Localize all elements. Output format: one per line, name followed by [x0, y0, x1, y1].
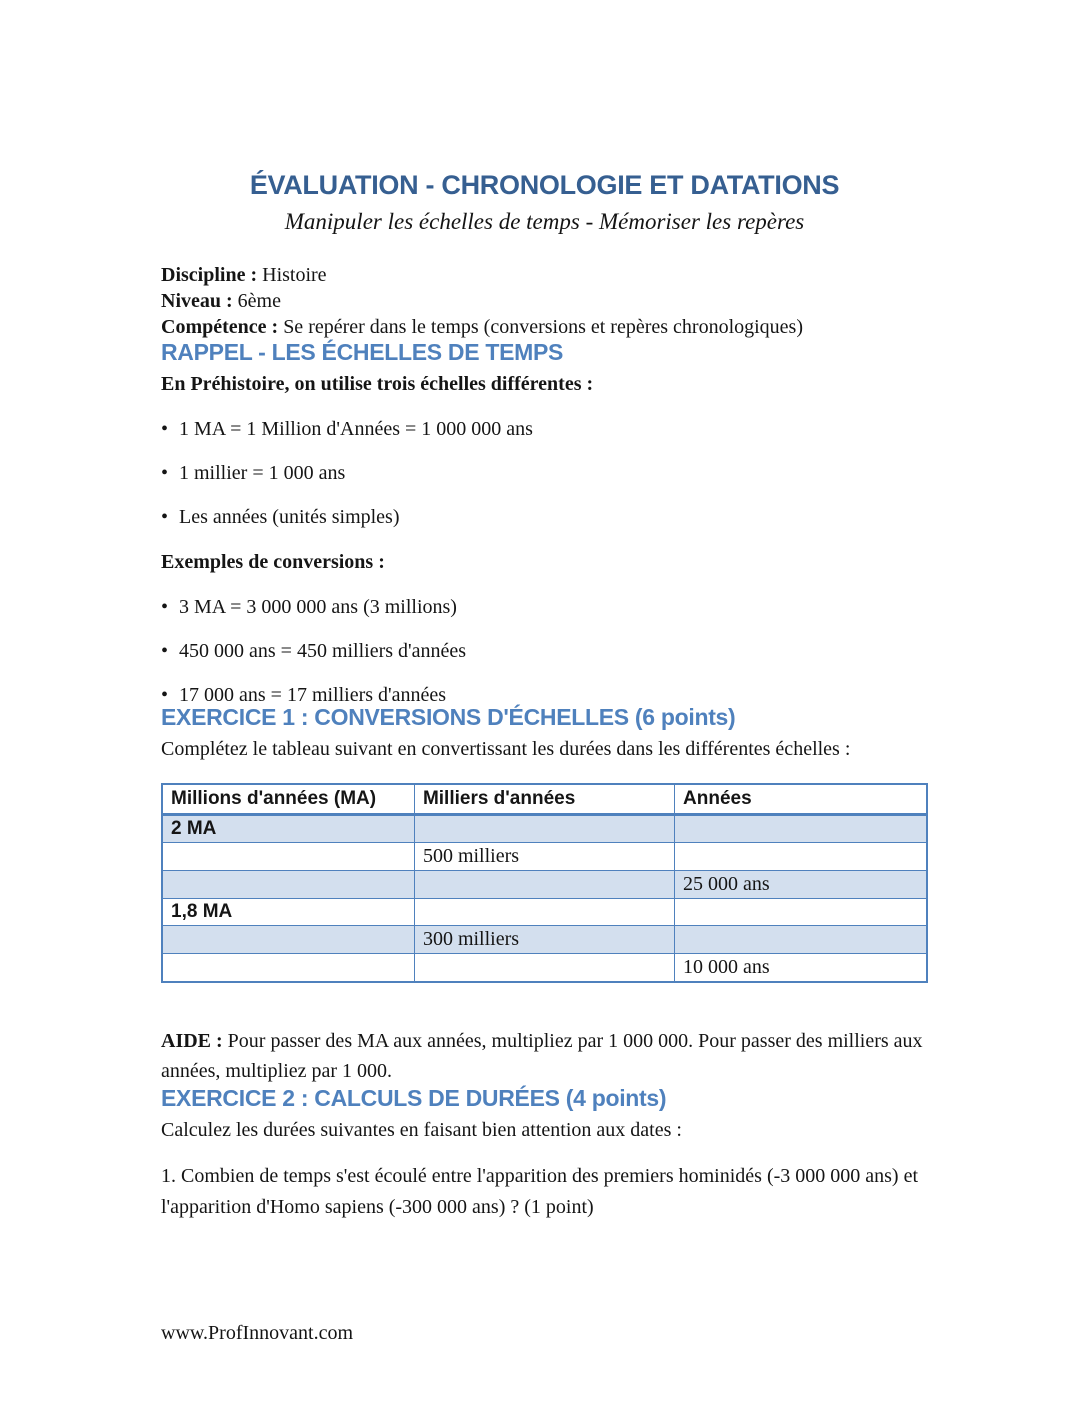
- table-cell: 25 000 ans: [675, 871, 927, 899]
- table-cell: [162, 843, 414, 871]
- table-header-row: [162, 784, 927, 815]
- bullet-item: [161, 685, 928, 705]
- table-cell: 500 milliers: [414, 843, 674, 871]
- table-cell: [414, 954, 674, 983]
- examples-list: [161, 597, 928, 705]
- aide-label: AIDE :: [161, 1030, 223, 1052]
- table-cell: 300 milliers: [414, 926, 674, 954]
- bullet-marker: •: [161, 684, 169, 706]
- aide-paragraph: [161, 1026, 928, 1086]
- bullet-item: [161, 597, 928, 617]
- table-header-cell: Milliers d'années: [414, 784, 674, 815]
- table-header-cell: Années: [675, 784, 927, 815]
- bullet-text: 17 000 ans = 17 milliers d'années: [179, 684, 447, 706]
- examples-heading: Exemples de conversions :: [161, 551, 385, 573]
- table-cell: [675, 815, 927, 843]
- meta-block: [161, 262, 928, 340]
- table-row: [162, 843, 927, 871]
- section-heading-exercice2: EXERCICE 2 : CALCULS DE DURÉES (4 points): [161, 1085, 667, 1111]
- footer-url: www.ProfInnovant.com: [161, 1322, 354, 1344]
- bullet-item: [161, 507, 928, 527]
- section-heading-rappel: RAPPEL - LES ÉCHELLES DE TEMPS: [161, 339, 564, 365]
- table-cell: [162, 871, 414, 899]
- table-cell: [414, 899, 674, 926]
- bullet-marker: •: [161, 418, 169, 440]
- table-row: [162, 954, 927, 983]
- meta-line-1: [161, 288, 928, 314]
- conversion-table-body: [162, 815, 927, 983]
- exercice2-instruction: Calculez les durées suivantes en faisant bien attention aux dates :: [161, 1119, 682, 1141]
- table-cell: 2 MA: [162, 815, 414, 843]
- meta-value: Se repérer dans le temps (conversions et repères chronologiques): [278, 316, 804, 338]
- table-cell: 10 000 ans: [675, 954, 927, 983]
- exercice2-question-1: 1. Combien de temps s'est écoulé entre l'apparition des premiers hominidés (-3 000 000 ans) et l'apparition d'Homo sapiens (-300 000 ans) ? (1 point): [161, 1165, 919, 1218]
- bullet-text: 450 000 ans = 450 milliers d'années: [179, 640, 467, 662]
- table-cell: [675, 843, 927, 871]
- bullet-text: 3 MA = 3 000 000 ans (3 millions): [179, 596, 457, 618]
- section-heading-exercice1: EXERCICE 1 : CONVERSIONS D'ÉCHELLES (6 points): [161, 704, 736, 730]
- table-cell: [414, 871, 674, 899]
- bullet-item: [161, 463, 928, 483]
- bullet-marker: •: [161, 462, 169, 484]
- table-cell: [162, 954, 414, 983]
- bullet-item: [161, 419, 928, 439]
- meta-label: Compétence :: [161, 316, 279, 338]
- bullet-text: 1 millier = 1 000 ans: [179, 462, 346, 484]
- meta-label: Discipline :: [161, 264, 258, 286]
- meta-line-0: [161, 262, 928, 288]
- bullet-text: 1 MA = 1 Million d'Années = 1 000 000 ans: [179, 418, 533, 440]
- table-header-cell: Millions d'années (MA): [162, 784, 414, 815]
- rappel-intro: En Préhistoire, on utilise trois échelles différentes :: [161, 373, 594, 395]
- table-row: [162, 899, 927, 926]
- meta-value: 6ème: [232, 290, 281, 312]
- bullet-marker: •: [161, 640, 169, 662]
- table-cell: [675, 926, 927, 954]
- meta-value: Histoire: [257, 264, 327, 286]
- table-row: [162, 815, 927, 843]
- exercice1-instruction: Complétez le tableau suivant en convertissant les durées dans les différentes échelles :: [161, 738, 851, 760]
- bullet-marker: •: [161, 596, 169, 618]
- bullet-text: Les années (unités simples): [179, 506, 400, 528]
- page-title: ÉVALUATION - CHRONOLOGIE ET DATATIONS: [249, 170, 840, 200]
- meta-label: Niveau :: [161, 290, 233, 312]
- table-row: [162, 926, 927, 954]
- page-subtitle: Manipuler les échelles de temps - Mémoriser les repères: [284, 209, 805, 234]
- bullet-marker: •: [161, 506, 169, 528]
- table-cell: [675, 899, 927, 926]
- conversion-table: [161, 783, 928, 983]
- conversion-table-head: [162, 784, 927, 815]
- bullet-item: [161, 641, 928, 661]
- table-cell: [162, 926, 414, 954]
- meta-line-2: [161, 314, 928, 340]
- scales-list: [161, 419, 928, 527]
- table-row: [162, 871, 927, 899]
- aide-text: Pour passer des MA aux années, multipliez par 1 000 000. Pour passer des milliers aux années, multipliez par 1 000.: [161, 1030, 923, 1082]
- table-cell: [414, 815, 674, 843]
- table-cell: 1,8 MA: [162, 899, 414, 926]
